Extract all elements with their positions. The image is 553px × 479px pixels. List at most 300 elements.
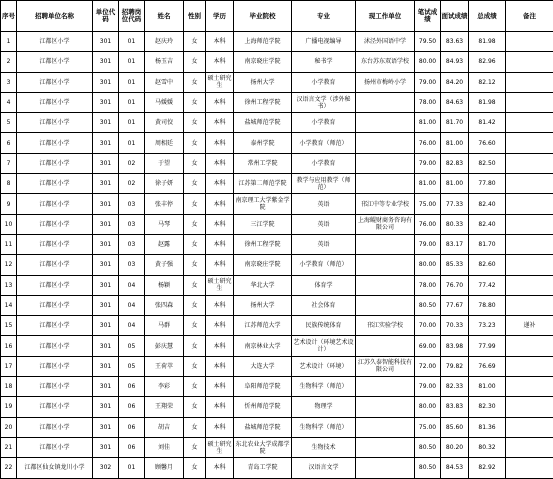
cell-unit: 江都区小学 xyxy=(17,92,93,112)
cell-education: 硕士研究生 xyxy=(206,72,234,92)
table-row xyxy=(1,52,553,72)
cell-name: 杨玉吉 xyxy=(145,52,184,72)
table-row xyxy=(1,437,553,457)
cell-post-code: 03 xyxy=(119,255,145,275)
cell-interview: 70.33 xyxy=(441,316,469,336)
cell-interview: 80.33 xyxy=(441,214,469,234)
cell-unit: 江都区小学 xyxy=(17,437,93,457)
cell-gender: 女 xyxy=(184,113,206,133)
cell-seq: 19 xyxy=(1,397,17,417)
cell-unit-code: 301 xyxy=(93,336,119,356)
cell-total: 81.36 xyxy=(469,417,506,437)
cell-major: 汉语言文学（涉外秘书） xyxy=(292,92,356,112)
cell-remark xyxy=(506,214,553,234)
table-row xyxy=(1,32,553,52)
cell-remark xyxy=(506,153,553,173)
cell-education: 本科 xyxy=(206,356,234,376)
table-row xyxy=(1,214,553,234)
cell-school: 扬州大学 xyxy=(234,72,292,92)
cell-work-unit xyxy=(356,234,415,254)
cell-post-code: 02 xyxy=(119,174,145,194)
cell-unit-code: 301 xyxy=(93,194,119,214)
cell-education: 本科 xyxy=(206,92,234,112)
cell-gender: 女 xyxy=(184,295,206,315)
cell-name: 赵雪中 xyxy=(145,72,184,92)
cell-remark xyxy=(506,92,553,112)
cell-unit: 江都区小学 xyxy=(17,133,93,153)
cell-education: 本科 xyxy=(206,214,234,234)
header-major: 专业 xyxy=(292,1,356,32)
table-row xyxy=(1,113,553,133)
cell-seq: 17 xyxy=(1,356,17,376)
cell-major: 秘书学 xyxy=(292,52,356,72)
cell-unit: 江都区小学 xyxy=(17,316,93,336)
cell-written: 81.00 xyxy=(415,113,441,133)
cell-major: 社会体育 xyxy=(292,295,356,315)
cell-education: 本科 xyxy=(206,113,234,133)
cell-education: 本科 xyxy=(206,32,234,52)
cell-total: 78.80 xyxy=(469,295,506,315)
cell-interview: 81.70 xyxy=(441,113,469,133)
cell-written: 80.50 xyxy=(415,458,441,478)
cell-written: 79.00 xyxy=(415,153,441,173)
cell-remark xyxy=(506,377,553,397)
cell-work-unit xyxy=(356,295,415,315)
cell-school: 忻州师范学院 xyxy=(234,397,292,417)
cell-unit-code: 301 xyxy=(93,255,119,275)
cell-gender: 女 xyxy=(184,32,206,52)
cell-education: 本科 xyxy=(206,174,234,194)
cell-education: 本科 xyxy=(206,194,234,214)
cell-post-code: 02 xyxy=(119,153,145,173)
cell-work-unit: 沭泾外国语中学 xyxy=(356,32,415,52)
header-school: 毕业院校 xyxy=(234,1,292,32)
cell-unit: 江都区小学 xyxy=(17,72,93,92)
cell-written: 80.50 xyxy=(415,295,441,315)
cell-seq: 22 xyxy=(1,458,17,478)
cell-post-code: 05 xyxy=(119,336,145,356)
cell-seq: 13 xyxy=(1,275,17,295)
cell-written: 70.00 xyxy=(415,316,441,336)
cell-school: 大连大学 xyxy=(234,356,292,376)
cell-unit-code: 301 xyxy=(93,72,119,92)
cell-unit: 江都区小学 xyxy=(17,295,93,315)
cell-remark xyxy=(506,417,553,437)
cell-remark xyxy=(506,72,553,92)
cell-interview: 77.33 xyxy=(441,194,469,214)
cell-total: 80.32 xyxy=(469,437,506,457)
cell-name: 王荷萃 xyxy=(145,356,184,376)
cell-name: 刘佳 xyxy=(145,437,184,457)
cell-unit: 江都区小学 xyxy=(17,275,93,295)
cell-post-code: 04 xyxy=(119,295,145,315)
cell-total: 81.98 xyxy=(469,32,506,52)
cell-unit: 江都区小学 xyxy=(17,153,93,173)
cell-written: 80.00 xyxy=(415,255,441,275)
cell-interview: 84.93 xyxy=(441,52,469,72)
cell-interview: 83.98 xyxy=(441,336,469,356)
cell-seq: 6 xyxy=(1,133,17,153)
cell-post-code: 03 xyxy=(119,214,145,234)
cell-interview: 82.83 xyxy=(441,153,469,173)
cell-unit: 江都区小学 xyxy=(17,174,93,194)
cell-unit-code: 301 xyxy=(93,174,119,194)
cell-unit-code: 301 xyxy=(93,397,119,417)
cell-name: 王翔荣 xyxy=(145,397,184,417)
cell-unit-code: 301 xyxy=(93,316,119,336)
cell-remark xyxy=(506,458,553,478)
cell-written: 72.00 xyxy=(415,356,441,376)
cell-total: 81.98 xyxy=(469,92,506,112)
cell-remark xyxy=(506,113,553,133)
cell-major: 小学教育 xyxy=(292,72,356,92)
header-post-code: 招聘岗位代码 xyxy=(119,1,145,32)
cell-unit-code: 301 xyxy=(93,356,119,376)
cell-name: 杨颖 xyxy=(145,275,184,295)
cell-unit: 江都区小学 xyxy=(17,356,93,376)
header-unit: 招聘单位名称 xyxy=(17,1,93,32)
cell-remark xyxy=(506,295,553,315)
cell-education: 本科 xyxy=(206,153,234,173)
cell-remark xyxy=(506,275,553,295)
cell-interview: 84.20 xyxy=(441,72,469,92)
cell-education: 本科 xyxy=(206,295,234,315)
cell-major: 艺术设计（环境） xyxy=(292,356,356,376)
cell-gender: 女 xyxy=(184,92,206,112)
cell-written: 80.50 xyxy=(415,437,441,457)
cell-name: 李彩 xyxy=(145,377,184,397)
cell-gender: 女 xyxy=(184,437,206,457)
cell-remark xyxy=(506,437,553,457)
cell-education: 本科 xyxy=(206,316,234,336)
cell-school: 江苏师范大学 xyxy=(234,316,292,336)
cell-interview: 79.82 xyxy=(441,356,469,376)
cell-total: 81.42 xyxy=(469,113,506,133)
header-interview: 面试成绩 xyxy=(441,1,469,32)
cell-gender: 女 xyxy=(184,336,206,356)
cell-interview: 81.00 xyxy=(441,174,469,194)
cell-unit-code: 301 xyxy=(93,113,119,133)
cell-work-unit xyxy=(356,275,415,295)
cell-unit: 江都区小学 xyxy=(17,214,93,234)
cell-school: 盐城师范学院 xyxy=(234,417,292,437)
cell-unit: 江都区小学 xyxy=(17,194,93,214)
cell-education: 本科 xyxy=(206,255,234,275)
cell-work-unit xyxy=(356,336,415,356)
cell-school: 南京理工大学紫金学院 xyxy=(234,194,292,214)
cell-major: 生物科学（师范） xyxy=(292,417,356,437)
cell-post-code: 01 xyxy=(119,133,145,153)
table-row xyxy=(1,174,553,194)
cell-unit: 江都区小学 xyxy=(17,377,93,397)
cell-interview: 85.33 xyxy=(441,255,469,275)
cell-major: 体育学 xyxy=(292,275,356,295)
cell-written: 79.50 xyxy=(415,32,441,52)
table-row xyxy=(1,194,553,214)
cell-written: 79.00 xyxy=(415,72,441,92)
cell-post-code: 01 xyxy=(119,32,145,52)
cell-interview: 83.63 xyxy=(441,32,469,52)
cell-seq: 12 xyxy=(1,255,17,275)
cell-work-unit: 扬州市梅岭小学 xyxy=(356,72,415,92)
table-row xyxy=(1,336,553,356)
cell-major: 英语 xyxy=(292,234,356,254)
cell-unit: 江都区小学 xyxy=(17,417,93,437)
cell-interview: 81.00 xyxy=(441,133,469,153)
cell-name: 赵露 xyxy=(145,234,184,254)
cell-total: 81.00 xyxy=(469,377,506,397)
cell-gender: 女 xyxy=(184,356,206,376)
cell-unit-code: 301 xyxy=(93,133,119,153)
cell-school: 青岛工学院 xyxy=(234,458,292,478)
cell-gender: 女 xyxy=(184,255,206,275)
cell-school: 东北农业大学成都学院 xyxy=(234,437,292,457)
cell-education: 本科 xyxy=(206,377,234,397)
cell-interview: 83.17 xyxy=(441,234,469,254)
cell-total: 82.96 xyxy=(469,52,506,72)
cell-work-unit xyxy=(356,458,415,478)
header-total: 总成绩 xyxy=(469,1,506,32)
cell-total: 76.60 xyxy=(469,133,506,153)
cell-post-code: 01 xyxy=(119,52,145,72)
cell-school: 盐城师范学院 xyxy=(234,113,292,133)
cell-written: 78.00 xyxy=(415,275,441,295)
cell-name: 马琴 xyxy=(145,214,184,234)
cell-name: 顾馨月 xyxy=(145,458,184,478)
cell-unit-code: 301 xyxy=(93,295,119,315)
header-name: 姓名 xyxy=(145,1,184,32)
cell-written: 79.00 xyxy=(415,234,441,254)
cell-major: 生物技术 xyxy=(292,437,356,457)
cell-interview: 82.33 xyxy=(441,377,469,397)
cell-remark xyxy=(506,336,553,356)
cell-gender: 女 xyxy=(184,234,206,254)
cell-school: 上海师范学院 xyxy=(234,32,292,52)
header-unit-code: 单位代码 xyxy=(93,1,119,32)
cell-interview: 77.67 xyxy=(441,295,469,315)
cell-unit-code: 302 xyxy=(93,458,119,478)
table-row xyxy=(1,356,553,376)
cell-name: 徐子妍 xyxy=(145,174,184,194)
cell-written: 69.00 xyxy=(415,336,441,356)
cell-seq: 10 xyxy=(1,214,17,234)
cell-seq: 8 xyxy=(1,174,17,194)
cell-seq: 7 xyxy=(1,153,17,173)
cell-major: 英语 xyxy=(292,214,356,234)
cell-remark xyxy=(506,397,553,417)
table-row xyxy=(1,397,553,417)
cell-gender: 女 xyxy=(184,458,206,478)
cell-seq: 21 xyxy=(1,437,17,457)
cell-post-code: 01 xyxy=(119,92,145,112)
table-row xyxy=(1,133,553,153)
cell-education: 本科 xyxy=(206,397,234,417)
cell-post-code: 06 xyxy=(119,417,145,437)
cell-remark xyxy=(506,356,553,376)
cell-major: 生物科学（师范） xyxy=(292,377,356,397)
cell-gender: 女 xyxy=(184,377,206,397)
cell-interview: 80.20 xyxy=(441,437,469,457)
cell-unit-code: 301 xyxy=(93,437,119,457)
cell-post-code: 06 xyxy=(119,397,145,417)
cell-name: 马媛媛 xyxy=(145,92,184,112)
cell-post-code: 06 xyxy=(119,377,145,397)
cell-school: 南京晓庄学院 xyxy=(234,52,292,72)
cell-total: 82.30 xyxy=(469,397,506,417)
cell-name: 马群 xyxy=(145,316,184,336)
cell-written: 79.00 xyxy=(415,377,441,397)
cell-post-code: 03 xyxy=(119,194,145,214)
cell-seq: 5 xyxy=(1,113,17,133)
cell-seq: 9 xyxy=(1,194,17,214)
cell-post-code: 04 xyxy=(119,275,145,295)
cell-work-unit: 邗江中等专业学校 xyxy=(356,194,415,214)
cell-gender: 女 xyxy=(184,417,206,437)
cell-interview: 83.83 xyxy=(441,397,469,417)
table-row xyxy=(1,417,553,437)
cell-gender: 女 xyxy=(184,153,206,173)
table-row xyxy=(1,316,553,336)
cell-written: 81.00 xyxy=(415,174,441,194)
table-row xyxy=(1,295,553,315)
cell-total: 82.40 xyxy=(469,194,506,214)
cell-seq: 4 xyxy=(1,92,17,112)
cell-gender: 女 xyxy=(184,72,206,92)
cell-name: 张丰停 xyxy=(145,194,184,214)
cell-post-code: 06 xyxy=(119,437,145,457)
cell-post-code: 01 xyxy=(119,113,145,133)
cell-school: 南京林业大学 xyxy=(234,336,292,356)
header-work-unit: 现工作单位 xyxy=(356,1,415,32)
cell-seq: 2 xyxy=(1,52,17,72)
table-body xyxy=(1,32,553,479)
cell-total: 82.40 xyxy=(469,214,506,234)
cell-work-unit xyxy=(356,255,415,275)
cell-written: 76.00 xyxy=(415,133,441,153)
cell-unit: 江都区小学 xyxy=(17,397,93,417)
cell-major: 小学教育 xyxy=(292,113,356,133)
cell-unit: 江都区仙女镇龙川小学 xyxy=(17,458,93,478)
cell-name: 胡吉 xyxy=(145,417,184,437)
cell-remark xyxy=(506,133,553,153)
cell-work-unit xyxy=(356,397,415,417)
cell-education: 本科 xyxy=(206,234,234,254)
cell-gender: 女 xyxy=(184,397,206,417)
header-written: 笔试成绩 xyxy=(415,1,441,32)
cell-school: 常州工学院 xyxy=(234,153,292,173)
cell-name: 黄司佼 xyxy=(145,113,184,133)
cell-seq: 15 xyxy=(1,316,17,336)
cell-remark xyxy=(506,174,553,194)
cell-work-unit xyxy=(356,153,415,173)
cell-remark xyxy=(506,255,553,275)
cell-work-unit xyxy=(356,437,415,457)
cell-post-code: 01 xyxy=(119,458,145,478)
cell-major: 小学教育 xyxy=(292,153,356,173)
cell-work-unit xyxy=(356,417,415,437)
cell-seq: 1 xyxy=(1,32,17,52)
cell-major: 物理学 xyxy=(292,397,356,417)
cell-education: 本科 xyxy=(206,336,234,356)
cell-unit: 江都区小学 xyxy=(17,336,93,356)
cell-post-code: 05 xyxy=(119,356,145,376)
cell-written: 78.00 xyxy=(415,92,441,112)
cell-interview: 84.53 xyxy=(441,458,469,478)
cell-remark: 递补 xyxy=(506,316,553,336)
cell-education: 硕士研究生 xyxy=(206,275,234,295)
cell-unit-code: 301 xyxy=(93,377,119,397)
cell-unit: 江都区小学 xyxy=(17,113,93,133)
cell-name: 黄子强 xyxy=(145,255,184,275)
cell-remark xyxy=(506,194,553,214)
cell-education: 本科 xyxy=(206,52,234,72)
cell-school: 泰州学院 xyxy=(234,133,292,153)
cell-interview: 85.60 xyxy=(441,417,469,437)
cell-written: 76.00 xyxy=(415,214,441,234)
header-remark: 备注 xyxy=(506,1,553,32)
cell-gender: 女 xyxy=(184,174,206,194)
cell-total: 82.12 xyxy=(469,72,506,92)
table-row xyxy=(1,72,553,92)
cell-unit: 江都区小学 xyxy=(17,234,93,254)
cell-total: 77.42 xyxy=(469,275,506,295)
cell-unit-code: 301 xyxy=(93,417,119,437)
cell-major: 汉语言文学 xyxy=(292,458,356,478)
header-row xyxy=(1,1,553,32)
cell-unit-code: 301 xyxy=(93,153,119,173)
cell-total: 76.69 xyxy=(469,356,506,376)
cell-total: 82.60 xyxy=(469,255,506,275)
cell-written: 80.00 xyxy=(415,397,441,417)
cell-school: 江苏第二师范学院 xyxy=(234,174,292,194)
cell-major: 艺术设计（环境艺术设计） xyxy=(292,336,356,356)
cell-school: 南京晓庄学院 xyxy=(234,255,292,275)
cell-school: 三江学院 xyxy=(234,214,292,234)
cell-seq: 3 xyxy=(1,72,17,92)
cell-written: 75.00 xyxy=(415,417,441,437)
cell-total: 77.80 xyxy=(469,174,506,194)
cell-gender: 女 xyxy=(184,275,206,295)
cell-interview: 84.63 xyxy=(441,92,469,112)
cell-name: 于望 xyxy=(145,153,184,173)
cell-education: 本科 xyxy=(206,458,234,478)
cell-work-unit: 邗江实验学校 xyxy=(356,316,415,336)
cell-unit: 江都区小学 xyxy=(17,255,93,275)
cell-interview: 76.70 xyxy=(441,275,469,295)
cell-work-unit: 上海鲲财商务咨询有限公司 xyxy=(356,214,415,234)
cell-education: 硕士研究生 xyxy=(206,437,234,457)
header-seq: 序号 xyxy=(1,1,17,32)
cell-school: 扬州大学 xyxy=(234,295,292,315)
cell-name: 张四森 xyxy=(145,295,184,315)
cell-school: 徐州工程学院 xyxy=(234,234,292,254)
cell-name: 彭庆慧 xyxy=(145,336,184,356)
cell-unit-code: 301 xyxy=(93,52,119,72)
cell-unit-code: 301 xyxy=(93,234,119,254)
cell-seq: 11 xyxy=(1,234,17,254)
cell-major: 小学教育（师范） xyxy=(292,133,356,153)
cell-gender: 女 xyxy=(184,316,206,336)
cell-unit: 江都区小学 xyxy=(17,52,93,72)
cell-written: 75.00 xyxy=(415,194,441,214)
cell-remark xyxy=(506,32,553,52)
cell-work-unit: 东台苏东双语学校 xyxy=(356,52,415,72)
cell-major: 教学与应用教学（师范） xyxy=(292,174,356,194)
cell-school: 阜阳师范学院 xyxy=(234,377,292,397)
cell-total: 73.23 xyxy=(469,316,506,336)
cell-school: 徐州工程学院 xyxy=(234,92,292,112)
cell-unit-code: 301 xyxy=(93,275,119,295)
